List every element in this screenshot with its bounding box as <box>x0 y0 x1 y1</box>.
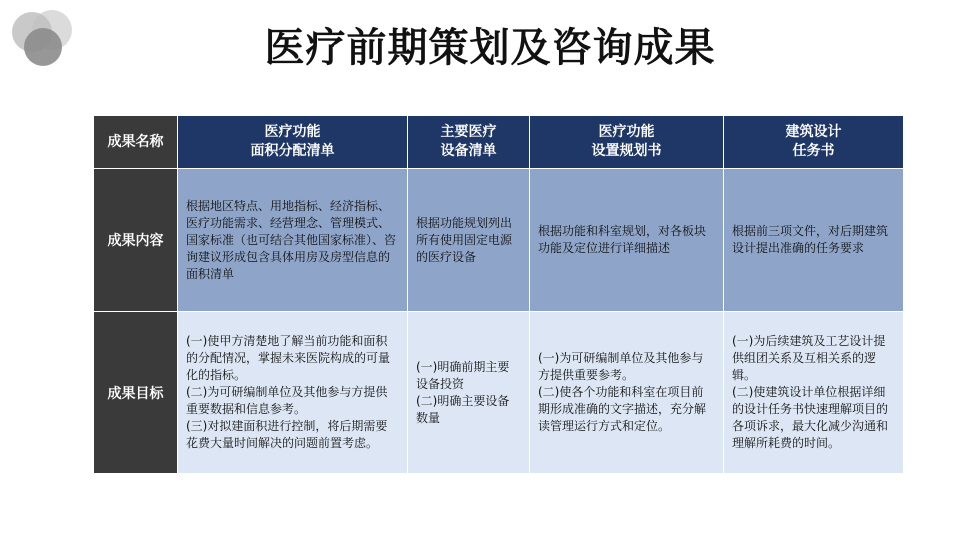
header-function-plan: 医疗功能 设置规划书 <box>530 116 724 169</box>
content-cell-equipment: 根据功能规划列出所有使用固定电源的医疗设备 <box>408 169 530 312</box>
goal-cell-function: (一)为可研编制单位及其他参与方提供重要参考。 (二)使各个功能和科室在项目前期形成准确的文字描述，充分解读管理运行方式和定位。 <box>530 312 724 474</box>
header-corner: 成果名称 <box>94 116 178 169</box>
table-header-row <box>94 116 904 169</box>
header-equipment-list: 主要医疗 设备清单 <box>408 116 530 169</box>
header-area-list: 医疗功能 面积分配清单 <box>178 116 408 169</box>
content-cell-design: 根据前三项文件，对后期建筑设计提出准确的任务要求 <box>724 169 904 312</box>
table-row-goals <box>94 312 904 474</box>
content-cell-area: 根据地区特点、用地指标、经济指标、医疗功能需求、经营理念、管理模式、国家标准（也可结合其他国家标准）、咨询建议形成包含具体用房及房型信息的面积清单 <box>178 169 408 312</box>
goal-cell-equipment: (一)明确前期主要设备投资 (二)明确主要设备数量 <box>408 312 530 474</box>
page-title: 医疗前期策划及咨询成果 <box>264 25 716 71</box>
row-label-goals: 成果目标 <box>94 312 178 474</box>
header-design-brief: 建筑设计 任务书 <box>724 116 904 169</box>
content-cell-function: 根据功能和科室规划，对各板块功能及定位进行详细描述 <box>530 169 724 312</box>
results-table <box>93 115 904 474</box>
goal-cell-area: (一)使甲方清楚地了解当前功能和面积的分配情况，掌握未来医院构成的可量化的指标。 (二)为可研编制单位及其他参与方提供重要数据和信息参考。 (三)对拟建面积进行控制，将后期需要花费大量时间解决的问题前置考虑。 <box>178 312 408 474</box>
row-label-content: 成果内容 <box>94 169 178 312</box>
goal-cell-design: (一)为后续建筑及工艺设计提供组团关系及互相关系的逻辑。 (二)使建筑设计单位根据详细的设计任务书快速理解项目的各项诉求，最大化减少沟通和理解所耗费的时间。 <box>724 312 904 474</box>
table-row-content <box>94 169 904 312</box>
